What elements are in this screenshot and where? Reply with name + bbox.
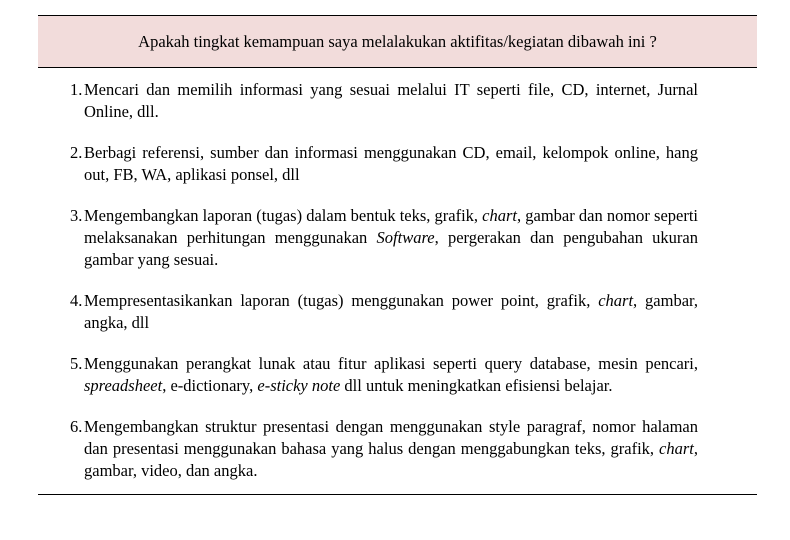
item-text: [84, 416, 698, 482]
item-text-italic: chart: [482, 206, 518, 225]
item-number: [38, 79, 84, 123]
item-text-segment: Menggunakan perangkat lunak atau fitur aplikasi seperti query database, mesin pencari,: [84, 354, 698, 373]
item-text: [84, 353, 698, 397]
item-text-segment: Mengembangkan struktur presentasi dengan menggunakan style paragraf, nomor halaman dan presentasi menggunakan bahasa yang halus dengan menggabungkan teks, grafik,: [84, 417, 698, 458]
list-item: [38, 290, 757, 334]
item-text-segment: Mengembangkan laporan (tugas) dalam bentuk teks, grafik,: [84, 206, 483, 225]
table-header: [38, 15, 757, 68]
item-text-italic: chart: [659, 439, 694, 458]
item-text-segment: , e-dictionary,: [162, 376, 258, 395]
item-number-label: 5.: [70, 354, 83, 373]
item-text-segment: dll untuk meningkatkan efisiensi belajar.: [340, 376, 613, 395]
list-item: [38, 353, 757, 397]
item-text-segment: , gambar, video, dan angka.: [84, 439, 698, 480]
item-text-italic: spreadsheet: [84, 376, 163, 395]
item-text: [84, 79, 698, 123]
item-number-label: 3.: [70, 206, 83, 225]
item-text-italic: e-sticky note: [257, 376, 341, 395]
list-item: [38, 142, 757, 186]
item-text-segment: , gambar, angka, dll: [84, 291, 698, 332]
item-number: [38, 290, 84, 334]
list-item: [38, 79, 757, 123]
item-number: [38, 416, 84, 482]
item-text-italic: chart: [598, 291, 634, 310]
item-text: [84, 205, 698, 271]
item-text-segment: Mencari dan memilih informasi yang sesuai melalui IT seperti file, CD, internet, Jurnal Online, dll.: [84, 80, 698, 121]
table-body: [38, 68, 757, 495]
list-item: [38, 205, 757, 271]
item-text: [84, 290, 698, 334]
item-text-segment: , gambar dan nomor seperti melaksanakan perhitungan menggunakan: [84, 206, 698, 247]
header-question: Apakah tingkat kemampuan saya melalakukan aktifitas/kegiatan dibawah ini ?: [138, 31, 657, 51]
item-text: [84, 142, 698, 186]
item-text-segment: Mempresentasikankan laporan (tugas) menggunakan power point, grafik,: [84, 291, 599, 310]
item-text-segment: , pergerakan dan pengubahan ukuran gambar yang sesuai.: [84, 228, 698, 269]
activity-list: [38, 79, 757, 482]
item-number-label: 1.: [70, 80, 83, 99]
item-number-label: 6.: [70, 417, 83, 436]
item-number-label: 4.: [70, 291, 83, 310]
item-number: [38, 353, 84, 397]
item-number-label: 2.: [70, 143, 83, 162]
item-number: [38, 142, 84, 186]
list-item: [38, 416, 757, 482]
item-text-italic: Software: [376, 228, 435, 247]
item-number: [38, 205, 84, 271]
item-text-segment: Berbagi referensi, sumber dan informasi menggunakan CD, email, kelompok online, hang out, FB, WA, aplikasi ponsel, dll: [84, 143, 698, 184]
questionnaire-table: [38, 15, 757, 495]
